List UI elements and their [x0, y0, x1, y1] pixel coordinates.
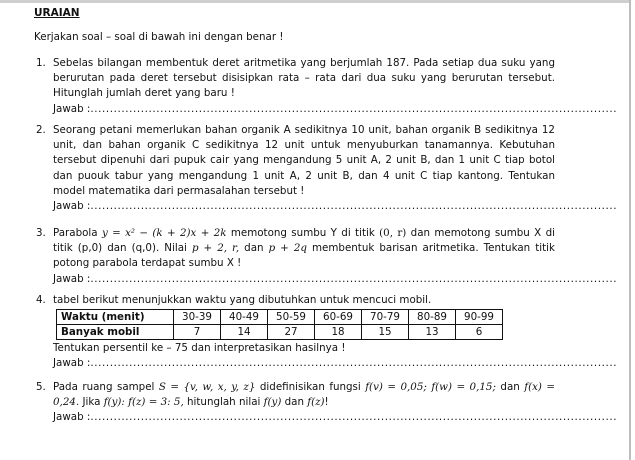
- text-part: didefinisikan fungsi: [255, 381, 366, 393]
- answer-dots: ........................................................................................................................................: [90, 357, 618, 370]
- text-part: dan: [239, 242, 269, 255]
- table-cell: 14: [221, 325, 268, 340]
- table-cell: 60-69: [315, 310, 362, 325]
- table-cell: 40-49: [221, 310, 268, 325]
- question-number: 5.: [36, 381, 46, 393]
- table-cell: 30-39: [174, 310, 221, 325]
- question-text: [53, 226, 555, 272]
- table-cell: 80-89: [409, 310, 456, 325]
- answer-dots: ........................................................................................................................................: [90, 200, 618, 213]
- answer-label: Jawab :: [53, 200, 91, 213]
- text-part: dan: [495, 381, 525, 393]
- question-4: [36, 293, 618, 372]
- table-row: [57, 325, 503, 340]
- question-3: [36, 226, 618, 287]
- text-part: membentuk barisan aritmetika. Tentukan titik potong parabola terdapat sumbu X !: [53, 242, 555, 270]
- question-1: [36, 56, 618, 117]
- question-5: [36, 380, 618, 426]
- table-cell: 27: [268, 325, 315, 340]
- question-number: 2.: [36, 124, 46, 136]
- table-cell: 90-99: [456, 310, 503, 325]
- text-part: dan memotong sumbu X di titik (p,0) dan (q,0). Nilai: [53, 227, 555, 255]
- formula-ratio: f(y): f(z) = 3: 5,: [103, 396, 184, 409]
- table-header-cell: Banyak mobil: [57, 325, 174, 340]
- question-2: [36, 123, 618, 214]
- window-frame-right: [629, 0, 631, 460]
- answer-label: Jawab :: [53, 272, 91, 285]
- answer-line: [53, 410, 618, 425]
- formula-parabola: y = x² − (k + 2)x + 2k: [101, 227, 227, 239]
- answer-label: Jawab :: [53, 357, 91, 370]
- question-number: 4.: [36, 294, 46, 306]
- question-text: [53, 380, 555, 410]
- formula-point-r: (0, r): [379, 227, 407, 239]
- answer-dots: ........................................................................................................................................: [90, 102, 618, 115]
- formula-sequence-terms: p + 2, r,: [191, 242, 240, 255]
- answer-line: [53, 199, 618, 214]
- text-part: !: [324, 396, 329, 409]
- text-part: Parabola: [53, 227, 102, 239]
- table-cell: 50-59: [268, 310, 315, 325]
- formula-sample-space: S = {v, w, x, y, z}: [158, 381, 256, 393]
- answer-line: [53, 356, 618, 371]
- answer-dots: ........................................................................................................................................: [90, 411, 618, 424]
- question-text: Seorang petani memerlukan bahan organik A sedikitnya 10 unit, bahan organik B sedikitnya 12 unit, dan bahan organik C sedikitnya 12 unit untuk menyuburkan tanamannya. Kebutuhan tersebut dipenuhi dari pupuk cair yang mengandung 5 unit A, 2 unit B, dan 1 unit C tiap botol dan puouk tabur yang mengandung 1 unit A, 2 unit B, dan 4 unit C tiap kantong. Tentukan model matematika dari permasalahan tersebut !: [53, 124, 555, 197]
- table-cell: 7: [174, 325, 221, 340]
- question-number: 1.: [36, 57, 46, 69]
- table-header-cell: Waktu (menit): [57, 310, 174, 325]
- question-text: tabel berikut menunjukkan waktu yang dibutuhkan untuk mencuci mobil.: [53, 294, 432, 306]
- table-row: [57, 310, 503, 325]
- table-cell: 70-79: [362, 310, 409, 325]
- data-table: [56, 309, 503, 340]
- question-text: Tentukan persentil ke – 75 dan interpretasikan hasilnya !: [53, 342, 346, 355]
- table-cell: 6: [456, 325, 503, 340]
- text-part: dan: [281, 396, 308, 409]
- table-cell: 18: [315, 325, 362, 340]
- answer-line: [53, 102, 618, 117]
- text-part: memotong sumbu Y di titik: [226, 227, 380, 239]
- formula-fx: f(x) = 0,24.: [53, 381, 556, 409]
- answer-label: Jawab :: [53, 102, 91, 115]
- answer-line: [53, 272, 618, 287]
- text-part: Jika: [79, 396, 104, 409]
- question-text: Sebelas bilangan membentuk deret aritmetika yang berjumlah 187. Pada setiap dua suku yang berurutan pada deret tersebut disisipkan rata – rata dari dua suku yang berurutan tersebut. Hitunglah jumlah deret yang baru !: [53, 57, 555, 100]
- formula-fz: f(z): [307, 396, 325, 409]
- answer-label: Jawab :: [53, 411, 91, 424]
- text-part: hitunglah nilai: [183, 396, 264, 409]
- section-heading: URAIAN: [34, 7, 80, 19]
- table-cell: 15: [362, 325, 409, 340]
- formula-fv-fw: f(v) = 0,05; f(w) = 0,15;: [365, 381, 496, 393]
- formula-fy: f(y): [263, 396, 282, 409]
- question-number: 3.: [36, 227, 46, 239]
- formula-p-2q: p + 2q: [268, 242, 307, 255]
- table-cell: 13: [409, 325, 456, 340]
- text-part: Pada ruang sampel: [53, 381, 159, 393]
- instructions: Kerjakan soal – soal di bawah ini dengan benar !: [34, 31, 284, 43]
- answer-dots: ........................................................................................................................................: [90, 272, 618, 285]
